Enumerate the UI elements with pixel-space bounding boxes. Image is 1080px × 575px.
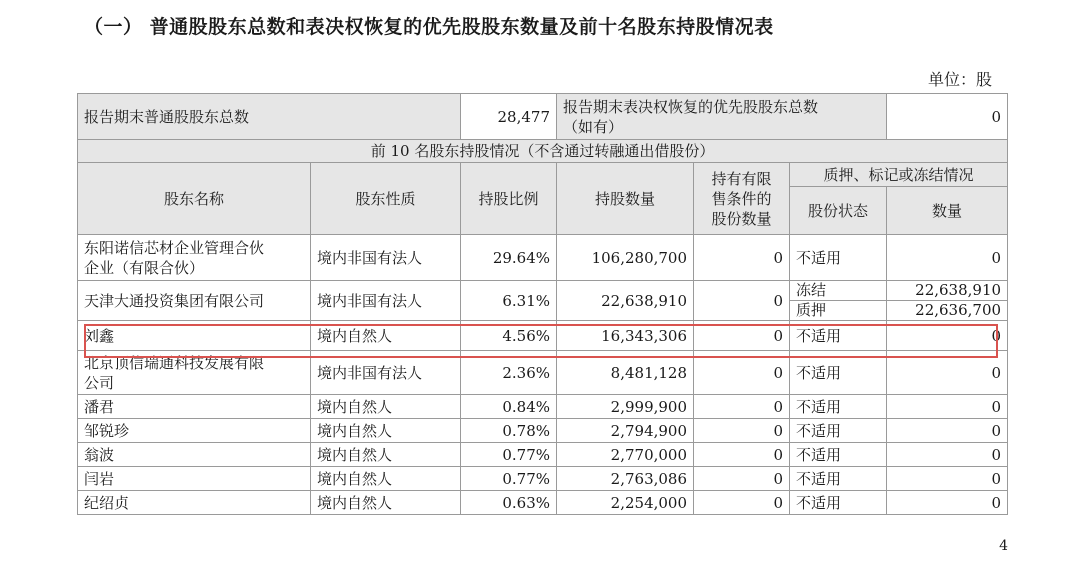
pledge-status: 不适用 — [790, 321, 887, 351]
shareholder-nature: 境内非国有法人 — [311, 235, 461, 281]
table-row — [78, 491, 1008, 515]
shareholder-name — [78, 351, 311, 395]
shareholding-ratio: 0.63% — [461, 491, 557, 515]
pledge-qty: 0 — [887, 443, 1008, 467]
shareholder-nature: 境内自然人 — [311, 491, 461, 515]
shareholder-name: 翁波 — [78, 443, 311, 467]
pledge-qty: 0 — [887, 419, 1008, 443]
shareholder-nature: 境内自然人 — [311, 321, 461, 351]
shareholder-name: 邹锐珍 — [78, 419, 311, 443]
total-common-label: 报告期末普通股股东总数 — [78, 94, 461, 140]
pledge-qty: 0 — [887, 351, 1008, 395]
shareholding-amount: 2,770,000 — [557, 443, 694, 467]
pledge-qty: 0 — [887, 467, 1008, 491]
summary-row — [78, 94, 1008, 140]
pledge-status: 不适用 — [790, 467, 887, 491]
shareholder-name: 闫岩 — [78, 467, 311, 491]
shareholding-ratio: 6.31% — [461, 281, 557, 321]
restricted-shares: 0 — [694, 395, 790, 419]
header-name: 股东名称 — [78, 163, 311, 235]
restricted-shares: 0 — [694, 443, 790, 467]
shareholder-nature: 境内自然人 — [311, 467, 461, 491]
page-number: 4 — [999, 538, 1008, 554]
shareholder-name — [78, 235, 311, 281]
header-row-1 — [78, 163, 1008, 187]
pledge-qty-frozen: 22,638,910 — [887, 281, 1007, 301]
total-preferred-label-line2: （如有） — [563, 117, 624, 136]
restricted-shares: 0 — [694, 281, 790, 321]
pledge-status: 不适用 — [790, 491, 887, 515]
restricted-shares: 0 — [694, 419, 790, 443]
unit-label: 单位：股 — [927, 70, 992, 89]
pledge-status: 不适用 — [790, 419, 887, 443]
total-preferred-value: 0 — [887, 94, 1008, 140]
shareholding-amount: 16,343,306 — [557, 321, 694, 351]
section-title-row — [78, 140, 1008, 163]
shareholder-name-line1: 北京顶信瑞通科技发展有限 — [84, 353, 265, 372]
shareholder-name-line1: 东阳诺信芯材企业管理合伙 — [84, 238, 265, 257]
pledge-qty — [887, 281, 1008, 321]
shareholder-name: 潘君 — [78, 395, 311, 419]
header-ratio: 持股比例 — [461, 163, 557, 235]
shareholding-amount: 2,763,086 — [557, 467, 694, 491]
shareholding-ratio: 0.78% — [461, 419, 557, 443]
shareholding-ratio: 2.36% — [461, 351, 557, 395]
pledge-status-pledged: 质押 — [796, 301, 827, 319]
table-row — [78, 443, 1008, 467]
restricted-shares: 0 — [694, 321, 790, 351]
pledge-qty-pledged: 22,636,700 — [915, 301, 1002, 319]
pledge-status-frozen: 冻结 — [790, 281, 886, 301]
pledge-status — [790, 281, 887, 321]
pledge-qty: 0 — [887, 321, 1008, 351]
shareholder-name-line2: 企业（有限合伙） — [84, 258, 205, 277]
pledge-qty: 0 — [887, 395, 1008, 419]
header-amount: 持股数量 — [557, 163, 694, 235]
total-preferred-label-line1: 报告期末表决权恢复的优先股股东总数 — [563, 97, 819, 116]
shareholding-ratio: 29.64% — [461, 235, 557, 281]
header-pledge-status: 股份状态 — [790, 187, 887, 235]
total-preferred-label — [557, 94, 887, 140]
shareholding-amount: 2,794,900 — [557, 419, 694, 443]
header-restricted-line2: 售条件的 — [711, 189, 772, 208]
shareholder-nature: 境内非国有法人 — [311, 281, 461, 321]
shareholder-name-line2: 公司 — [84, 373, 115, 392]
shareholding-ratio: 4.56% — [461, 321, 557, 351]
shareholding-ratio: 0.84% — [461, 395, 557, 419]
shareholder-nature: 境内自然人 — [311, 443, 461, 467]
shareholding-amount: 106,280,700 — [557, 235, 694, 281]
shareholder-name: 纪绍贞 — [78, 491, 311, 515]
header-nature: 股东性质 — [311, 163, 461, 235]
table-row — [78, 419, 1008, 443]
shareholding-ratio: 0.77% — [461, 443, 557, 467]
section-title: 前 10 名股东持股情况（不含通过转融通出借股份） — [78, 140, 1008, 163]
table-row — [78, 351, 1008, 395]
page-title: （一） 普通股股东总数和表决权恢复的优先股股东数量及前十名股东持股情况表 — [84, 16, 774, 38]
shareholder-nature: 境内非国有法人 — [311, 351, 461, 395]
pledge-qty: 0 — [887, 235, 1008, 281]
shareholding-amount: 22,638,910 — [557, 281, 694, 321]
pledge-status: 不适用 — [790, 235, 887, 281]
restricted-shares: 0 — [694, 351, 790, 395]
table-row — [78, 235, 1008, 281]
header-pledge-qty: 数量 — [887, 187, 1008, 235]
header-pledge-group: 质押、标记或冻结情况 — [790, 163, 1008, 187]
restricted-shares: 0 — [694, 467, 790, 491]
shareholding-amount: 8,481,128 — [557, 351, 694, 395]
shareholder-name: 刘鑫 — [78, 321, 311, 351]
restricted-shares: 0 — [694, 491, 790, 515]
header-restricted-line3: 股份数量 — [711, 209, 772, 228]
table-row — [78, 467, 1008, 491]
pledge-status: 不适用 — [790, 351, 887, 395]
table-row-highlighted — [78, 321, 1008, 351]
pledge-status: 不适用 — [790, 395, 887, 419]
table-row — [78, 281, 1008, 321]
shareholder-nature: 境内自然人 — [311, 395, 461, 419]
shareholding-amount: 2,254,000 — [557, 491, 694, 515]
pledge-status: 不适用 — [790, 443, 887, 467]
shareholders-table — [77, 93, 1008, 515]
header-restricted — [694, 163, 790, 235]
table-row — [78, 395, 1008, 419]
header-restricted-line1: 持有有限 — [711, 169, 772, 188]
shareholding-amount: 2,999,900 — [557, 395, 694, 419]
pledge-qty: 0 — [887, 491, 1008, 515]
total-common-value: 28,477 — [461, 94, 557, 140]
shareholder-name: 天津大通投资集团有限公司 — [78, 281, 311, 321]
shareholder-nature: 境内自然人 — [311, 419, 461, 443]
shareholding-ratio: 0.77% — [461, 467, 557, 491]
restricted-shares: 0 — [694, 235, 790, 281]
